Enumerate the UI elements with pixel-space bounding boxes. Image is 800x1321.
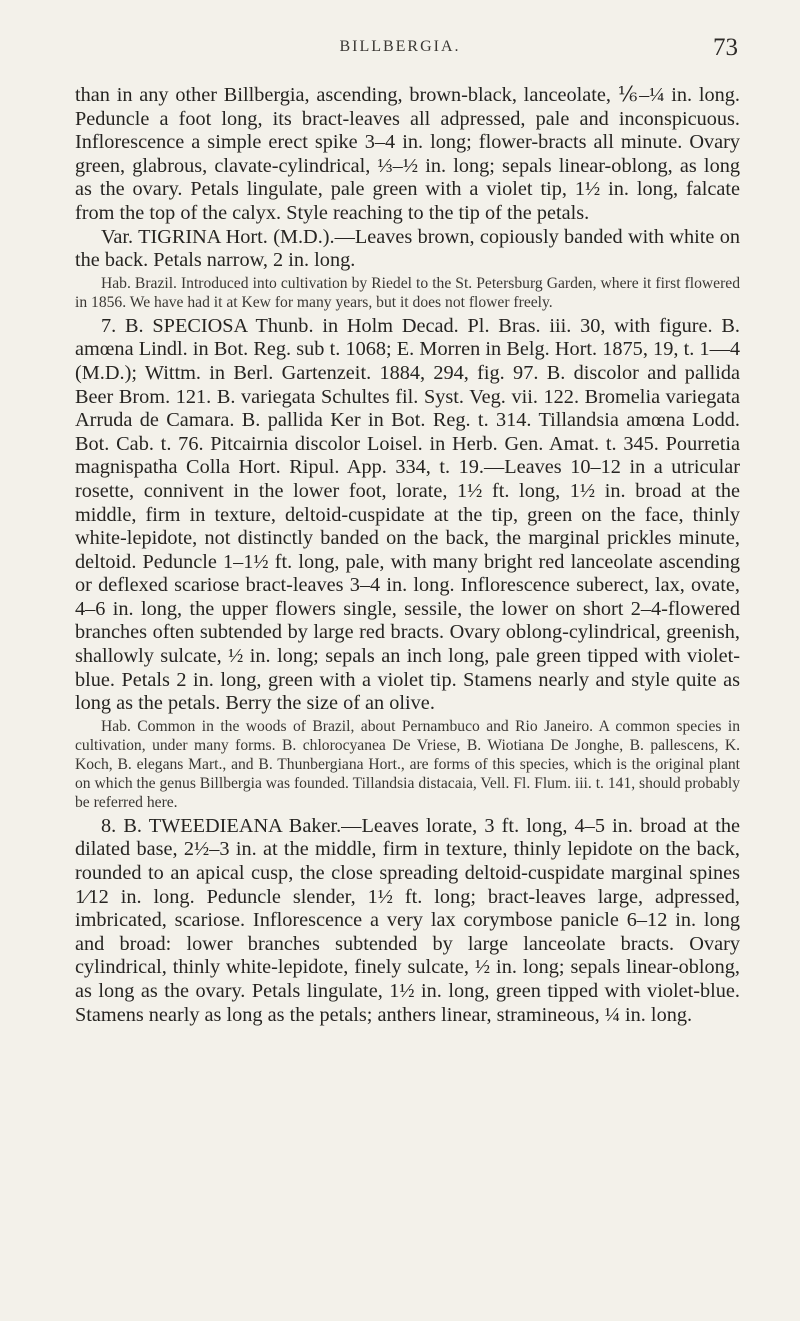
habitat-note-speciosa: Hab. Common in the woods of Brazil, about Pernambuco and Rio Janeiro. A common species in cultivation, under many forms. B. chlorocyanea De Vriese, B. Wiotiana De Jonghe, B. pallescens, K. Koch, B. elegans Mart., and B. Thunbergiana Hort., are forms of this species, which is the original plant on which the genus Billbergia was founded. Tillandsia distacaia, Vell. Fl. Flum. iii. t. 141, should probably be referred here. <box>75 717 740 811</box>
habitat-note-tigrina: Hab. Brazil. Introduced into cultivation by Riedel to the St. Petersburg Garden, where it first flowered in 1856. We have had it at Kew for many years, but it does not flower freely. <box>75 274 740 311</box>
paragraph-billbergia-description-end: than in any other Billbergia, ascending, brown-black, lanceolate, ⅙–¼ in. long. Peduncle a foot long, its bract-leaves all adpressed, pale and inconspicuous. Inflorescence a simple erect spike 3–4 in. long; flower-bracts all minute. Ovary green, glabrous, clavate-cylindrical, ⅓–½ in. long; sepals linear-oblong, as long as the ovary. Petals lingulate, pale green with a violet tip, 1½ in. long, falcate from the top of the calyx. Style reaching to the tip of the petals. <box>75 84 740 224</box>
paragraph-var-tigrina: Var. TIGRINA Hort. (M.D.).—Leaves brown, copiously banded with white on the back. Petals narrow, 2 in. long. <box>75 225 740 272</box>
page-number: 73 <box>713 34 738 61</box>
paragraph-b-speciosa: 7. B. SPECIOSA Thunb. in Holm Decad. Pl. Bras. iii. 30, with figure. B. amœna Lindl. in Bot. Reg. sub t. 1068; E. Morren in Belg. Hort. 1875, 19, t. 1—4 (M.D.); Wittm. in Berl. Gartenzeit. 1884, 294, fig. 97. B. discolor and pallida Beer Brom. 121. B. variegata Schultes fil. Syst. Veg. vii. 122. Bromelia variegata Arruda de Camara. B. pallida Ker in Bot. Reg. t. 314. Tillandsia amœna Lodd. Bot. Cab. t. 76. Pitcairnia discolor Loisel. in Herb. Gen. Amat. t. 345. Pourretia magnispatha Colla Hort. Ripul. App. 334, t. 19.—Leaves 10–12 in a utricular rosette, connivent in the lower foot, lorate, 1½ ft. long, 1½ in. broad at the middle, firm in texture, deltoid-cuspidate at the tip, green on the face, thinly white-lepidote, not distinctly banded on the back, the marginal prickles minute, deltoid. Peduncle 1–1½ ft. long, pale, with many bright red lanceolate ascending or deflexed scariose bract-leaves 3–4 in. long. Inflorescence suberect, lax, ovate, 4–6 in. long, the upper flowers single, sessile, the lower on short 2–4-flowered branches often subtended by large red bracts. Ovary oblong-cylindrical, greenish, shallowly sulcate, ½ in. long; sepals an inch long, pale green tipped with violet-blue. Petals 2 in. long, green with a violet tip. Stamens nearly and style quite as long as the petals. Berry the size of an olive. <box>75 314 740 715</box>
running-head <box>0 34 800 64</box>
paragraph-b-tweedieana: 8. B. TWEEDIEANA Baker.—Leaves lorate, 3 ft. long, 4–5 in. broad at the dilated base, 2½–3 in. at the middle, firm in texture, thinly lepidote on the back, rounded to an apical cusp, the close spreading deltoid-cuspidate marginal spines 1⁄12 in. long. Peduncle slender, 1½ ft. long; bract-leaves large, adpressed, imbricated, scariose. Inflorescence a very lax corymbose panicle 6–12 in. long and broad: lower branches subtended by large lanceolate bracts. Ovary cylindrical, thinly white-lepidote, finely sulcate, ½ in. long; sepals linear-oblong, as long as the ovary. Petals lingulate, 1½ in. long, green tipped with violet-blue. Stamens nearly as long as the petals; anthers linear, stramineous, ¼ in. long. <box>75 814 740 1026</box>
running-title: BILLBERGIA. <box>339 38 461 55</box>
text-block <box>75 84 740 1027</box>
